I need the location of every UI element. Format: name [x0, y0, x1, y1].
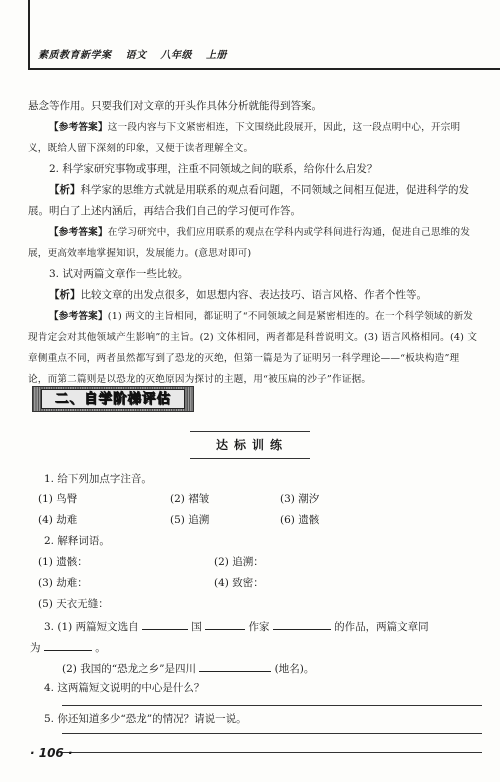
title-rule-top [190, 431, 310, 432]
answer-blank[interactable] [199, 660, 271, 672]
exercise-item: (4) 致密： [214, 577, 264, 589]
running-header [28, 0, 500, 70]
answer-blank[interactable] [44, 639, 92, 651]
exercise-item: (5) 天衣无缝： [38, 598, 109, 610]
section-banner [32, 386, 194, 412]
reference-answer [28, 306, 478, 390]
paragraph: 悬念等作用。只要我们对文章的开头作具体分析就能得到答案。 [28, 100, 322, 112]
answer-tag: 【参考答案】 [49, 227, 108, 238]
answer-line[interactable] [62, 752, 482, 753]
analysis-tag: 【析】 [49, 184, 81, 196]
exercise-3: 3. (1) 两篇短文选自 国 作家 的作品，两篇文章同 [44, 618, 429, 634]
analysis [28, 180, 478, 222]
exercise-item: (2) 追溯： [214, 556, 264, 568]
section-title: 达标训练 [215, 438, 288, 452]
answer-tag: 【参考答案】 [49, 311, 108, 322]
question-2: 2. 科学家研究事物或事理，注重不同领域之间的联系，给你什么启发？ [49, 163, 378, 175]
reference-answer [28, 222, 478, 264]
header-volume: 上册 [205, 50, 227, 61]
exercise-item: (3) 潮汐 [280, 493, 320, 505]
analysis [28, 285, 478, 306]
exercise-item: (6) 遗骸 [280, 514, 320, 526]
exercise-2: 2. 解释词语。 [44, 535, 110, 547]
header-book: 素质教育新学案 [38, 50, 112, 61]
exercise-item: (3) 劫难： [38, 577, 88, 589]
analysis-tag: 【析】 [49, 289, 81, 301]
reference-answer [28, 117, 478, 159]
answer-line[interactable] [62, 733, 482, 734]
title-rule-bottom [190, 458, 310, 459]
exercise-item: (1) 遗骸： [38, 556, 88, 568]
answer-blank[interactable] [142, 618, 188, 630]
header-subject: 语文 [125, 50, 147, 61]
page-number: · 106 · [30, 746, 73, 760]
answer-text: 在学习研究中，我们应用联系的观点在学科内或学科间进行沟通，促进自己思维的发展，更高效率地掌握知识，发展能力。(意思对即可) [28, 227, 471, 259]
answer-blank[interactable] [273, 618, 331, 630]
header-text [38, 46, 237, 61]
exercise-item: (1) 鸟臀 [38, 493, 78, 505]
exercise-1: 1. 给下列加点字注音。 [44, 473, 152, 485]
exercise-3-part-2: (2) 我国的“恐龙之乡”是四川 (地名)。 [62, 660, 314, 676]
header-grade: 八年级 [160, 50, 192, 61]
exercise-item: (4) 劫难 [38, 514, 78, 526]
exercise-4: 4. 这两篇短文说明的中心是什么？ [44, 682, 205, 694]
analysis-text: 比较文章的出发点很多，如思想内容、表达技巧、语言风格、作者个性等。 [80, 289, 427, 301]
answer-blank[interactable] [205, 618, 245, 630]
analysis-text [28, 96, 478, 390]
section-banner-label: 二、自学阶梯评估 [41, 389, 185, 409]
answer-tag: 【参考答案】 [49, 122, 108, 133]
exercise-5: 5. 你还知道多少“恐龙”的情况？请说一说。 [44, 713, 247, 725]
analysis-text: 科学家的思维方式就是用联系的观点看问题，不同领域之间相互促进，促进科学的发展。明白了上述内涵后，再结合我们自己的学习便可作答。 [28, 184, 469, 217]
answer-line[interactable] [62, 705, 482, 706]
exercise-3-continued: 为 。 [30, 639, 106, 655]
exercise-item: (2) 褶皱 [170, 493, 210, 505]
answer-text: 这一段内容与下文紧密相连，下文围绕此段展开，因此，这一段点明中心，开宗明义，既给人留下深刻的印象，又便于读者理解全文。 [28, 122, 461, 154]
answer-text: (1) 两文的主旨相同，都证明了“不同领域之间是紧密相连的。在一个科学领域的新发现肯定会对其他领域产生影响”的主旨。(2) 文体相同，两者都是科普说明文。(3) 语言风格相同。(4) 文章侧重点不同，两者虽然都写到了恐龙的灭绝，但第一篇是为了证明另一科学理论——“板块构造”理论，而第二篇则是以恐龙的灭绝原因为探讨的主题，用“被压扁的沙子”作证据。 [28, 311, 478, 385]
exercise-item: (5) 追溯 [170, 514, 210, 526]
question-3: 3. 试对两篇文章作一些比较。 [49, 268, 189, 280]
